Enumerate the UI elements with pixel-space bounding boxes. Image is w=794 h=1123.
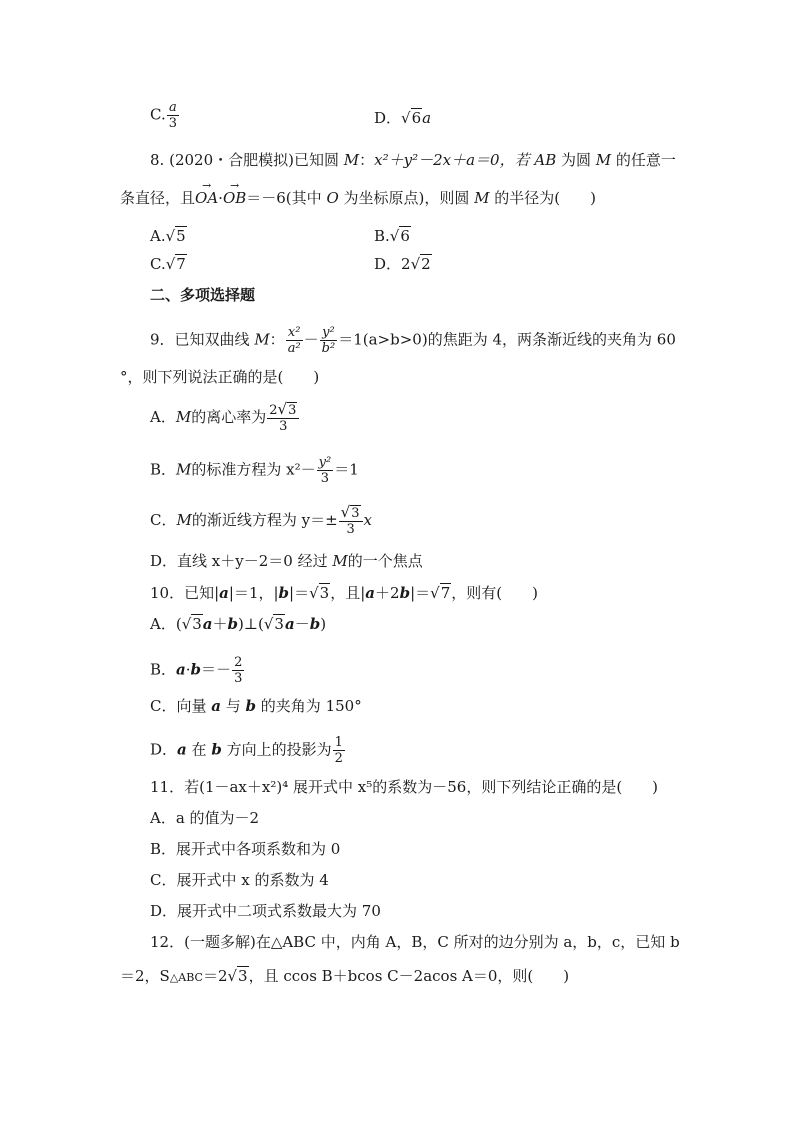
- q9-option-d: [150, 551, 423, 571]
- fraction: $\frac{√3}{3}$: [339, 505, 363, 537]
- minus: －: [303, 330, 319, 349]
- text: ＝1: [334, 460, 359, 479]
- text: C．向量: [150, 697, 212, 715]
- dot: ·: [218, 189, 223, 207]
- radicand: 6: [411, 109, 422, 127]
- radicand: 3: [288, 403, 297, 418]
- text: 已知圆: [293, 151, 344, 169]
- vector-a: a: [211, 697, 221, 715]
- text: 的夹角为 150°: [256, 697, 362, 715]
- text: 12．: [150, 933, 185, 951]
- option-label: A．: [150, 408, 176, 426]
- var-ab: AB: [534, 151, 557, 169]
- source-tag: (一题多解): [184, 933, 256, 951]
- text: 在: [186, 740, 212, 759]
- text: )⊥(: [238, 615, 264, 633]
- sqrt: √6: [389, 227, 410, 245]
- equation: x²＋y²－2x＋a＝0，若: [374, 151, 535, 169]
- text: ): [320, 615, 327, 633]
- text: 的离心率为: [191, 408, 267, 426]
- q10-option-d: [150, 735, 346, 766]
- sqrt: √3: [263, 615, 284, 633]
- sqrt: √3: [181, 615, 202, 633]
- text: 的标准方程为 x²－: [191, 460, 316, 479]
- text: 为坐标原点)，则圆: [338, 189, 475, 207]
- q10-option-a: [150, 614, 326, 634]
- q9-stem-line-2: °，则下列说法正确的是( ): [120, 368, 320, 386]
- numerator: y²: [318, 455, 332, 470]
- text: 直线 x＋y－2＝0 经过: [177, 552, 333, 570]
- sqrt: √7: [430, 584, 451, 602]
- sqrt: √3: [309, 584, 330, 602]
- q8-option-d: [374, 254, 432, 274]
- var-m: M: [595, 151, 612, 169]
- radicand: 5: [176, 227, 186, 245]
- radicand: 6: [400, 227, 410, 245]
- vector-a: a: [202, 615, 213, 633]
- denominator: 3: [320, 471, 330, 486]
- sqrt: √5: [165, 227, 186, 245]
- var-m: M: [343, 151, 360, 169]
- radicand: 3: [351, 506, 360, 521]
- source-tag: (2020・合肥模拟): [169, 151, 294, 169]
- fraction: [232, 655, 244, 686]
- radicand: 2: [421, 255, 431, 273]
- option-label: A.: [150, 227, 166, 245]
- text: 条直径，且: [120, 189, 196, 207]
- vector-b: b: [278, 584, 290, 602]
- text: ＝2: [202, 967, 228, 985]
- text: ＝－: [201, 660, 232, 679]
- q9-stem-line-1: [150, 325, 676, 356]
- text: ＋: [212, 615, 228, 633]
- q8-option-a: [150, 226, 187, 246]
- text: 在△ABC 中，内角 A，B，C 所对的边分别为 a，b，c，已知 b: [255, 933, 680, 951]
- denominator: 3: [168, 116, 177, 131]
- var-m: M: [176, 511, 192, 529]
- fraction: $\frac{2√3}{3}$: [267, 402, 299, 434]
- q10-option-b: [150, 655, 245, 686]
- sqrt: √2: [410, 255, 431, 273]
- q11-option-a: A．a 的值为－2: [150, 809, 260, 827]
- denominator: 3: [279, 419, 288, 434]
- radicand: 3: [238, 967, 248, 985]
- radicand: 7: [176, 255, 186, 273]
- q8-option-c: [150, 254, 187, 274]
- numerator: 2: [234, 655, 243, 670]
- text: 为圆: [556, 151, 596, 169]
- numerator: 1: [334, 735, 343, 750]
- denominator: 3: [234, 671, 243, 686]
- option-label: D．: [150, 740, 178, 759]
- q8-option-b: [374, 226, 411, 246]
- vector-b: b: [211, 740, 222, 759]
- radicand: 7: [440, 584, 451, 602]
- option-label: C.: [150, 255, 166, 273]
- text: |＝1，|: [228, 584, 279, 602]
- text: ：: [269, 330, 285, 349]
- var-m: M: [176, 460, 192, 479]
- var-m: M: [175, 408, 192, 426]
- vector-a: a: [365, 584, 376, 602]
- question-number: 8.: [150, 151, 165, 169]
- radicand: 3: [319, 584, 330, 602]
- text: ＝2，S: [120, 967, 170, 985]
- text: 的半径为( ): [489, 189, 596, 207]
- denominator: a²: [287, 341, 301, 356]
- option-label: D．: [374, 255, 402, 273]
- numerator: a: [167, 100, 179, 116]
- vector-a: a: [219, 584, 229, 602]
- text: 与: [220, 697, 246, 715]
- option-label: A．(: [150, 615, 182, 633]
- text: 方向上的投影为: [221, 740, 332, 759]
- text: ＝1(a>b>0)的焦距为 4，两条渐近线的夹角为 60: [338, 330, 676, 349]
- var-m: M: [332, 552, 348, 570]
- vector-a: a: [284, 615, 295, 633]
- text: 10．已知|: [150, 584, 220, 602]
- text: |＝: [410, 584, 431, 602]
- q11-option-b: B．展开式中各项系数和为 0: [150, 840, 341, 858]
- vector-a: a: [177, 740, 187, 759]
- radicand: 3: [274, 615, 284, 633]
- option-label: B.: [374, 227, 390, 245]
- subscript: △ABC: [169, 971, 203, 984]
- coefficient: 2: [401, 255, 411, 273]
- q11-stem: 11．若(1－ax＋x²)⁴ 展开式中 x⁵的系数为－56，则下列结论正确的是( ): [150, 778, 659, 796]
- q7-option-c: [150, 100, 180, 131]
- option-label: C．: [150, 511, 177, 529]
- text: ：: [359, 151, 375, 169]
- text: ＋2: [375, 584, 400, 602]
- var-m: M: [254, 330, 270, 349]
- q10-stem: [150, 583, 538, 603]
- variable: x: [363, 511, 372, 529]
- vector-b: b: [245, 697, 257, 715]
- option-label: B．: [150, 660, 177, 679]
- numerator: y²: [320, 325, 338, 341]
- q11-option-c: C．展开式中 x 的系数为 4: [150, 871, 329, 889]
- sqrt: √3: [227, 967, 248, 985]
- dot: ·: [185, 660, 191, 679]
- text: 的一个焦点: [347, 552, 423, 570]
- text: ＝－6(其中: [246, 189, 327, 207]
- section-heading: 二、多项选择题: [150, 286, 256, 304]
- q10-option-c: [150, 696, 362, 716]
- vector-b: b: [190, 660, 202, 679]
- text: 9．已知双曲线: [150, 330, 255, 349]
- text: 的任意一: [611, 151, 676, 169]
- vector-b: b: [227, 615, 239, 633]
- numerator: x²: [286, 325, 303, 341]
- text: 的渐近线方程为 y＝±: [191, 511, 338, 529]
- fraction: [333, 735, 345, 766]
- fraction: [167, 100, 179, 131]
- text: ，且 ccos B＋bcos C－2acos A＝0，则( ): [248, 967, 570, 985]
- text: －: [294, 615, 310, 633]
- option-label: D．: [150, 552, 178, 570]
- q9-option-a: [150, 402, 300, 434]
- coefficient: 2: [269, 403, 278, 418]
- vector-ob: → OB: [223, 188, 246, 208]
- vector-oa: → OA: [195, 188, 218, 208]
- q8-line-2: [120, 188, 596, 208]
- variable: a: [422, 109, 432, 127]
- sqrt: √7: [165, 255, 186, 273]
- text: ，且|: [330, 584, 366, 602]
- q12-line-2: [120, 966, 569, 988]
- vector-b: b: [399, 584, 411, 602]
- radicand: 3: [192, 615, 202, 633]
- q12-line-1: [150, 932, 680, 952]
- option-label: D．: [374, 109, 402, 127]
- text: ，则有( ): [451, 584, 538, 602]
- denominator: 3: [346, 522, 355, 537]
- q11-option-d: D．展开式中二项式系数最大为 70: [150, 902, 381, 920]
- var-o: O: [326, 189, 339, 207]
- q8-line-1: [150, 150, 676, 170]
- sqrt: √6: [401, 109, 422, 127]
- var-m: M: [474, 189, 490, 207]
- option-label: C.: [150, 105, 166, 124]
- denominator: b²: [321, 341, 336, 356]
- q7-option-d: [374, 108, 431, 128]
- q9-option-b: [150, 455, 359, 486]
- fraction: [317, 455, 334, 486]
- denominator: 2: [334, 751, 343, 766]
- vector-b: b: [309, 615, 321, 633]
- option-label: B．: [150, 460, 177, 479]
- q9-option-c: [150, 505, 372, 537]
- vector-a: a: [176, 660, 186, 679]
- fraction: [286, 325, 303, 356]
- fraction: [320, 325, 338, 356]
- text: |＝: [289, 584, 310, 602]
